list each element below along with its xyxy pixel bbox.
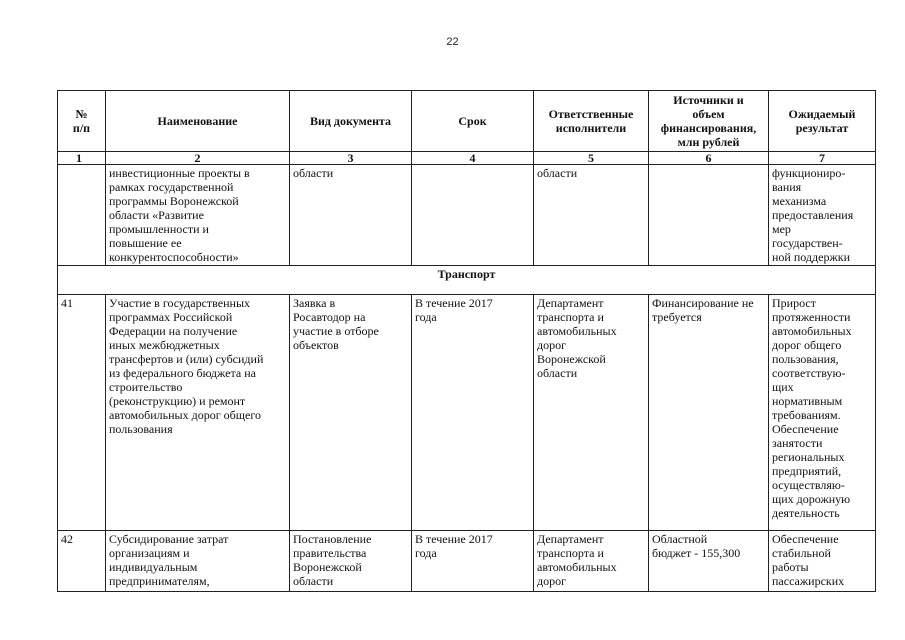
- header-num: № п/п: [58, 91, 106, 152]
- column-number-row: [58, 152, 876, 165]
- header-row: [58, 91, 876, 152]
- cell-term: [412, 165, 534, 266]
- cell-name: Участие в государственных программах Российской Федерации на получение иных межбюджетных трансфертов и (или) субсидий из федерального бюджета на строительство (реконструкцию) и ремонт автомобильных дорог общего пользования: [106, 295, 290, 531]
- header-name: Наименование: [106, 91, 290, 152]
- column-number: 3: [290, 152, 412, 165]
- cell-result: Обеспечение стабильной работы пассажирских: [769, 531, 876, 592]
- cell-name: инвестиционные проекты в рамках государственной программы Воронежской области «Развитие промышленности и повышение ее конкурентоспособности»: [106, 165, 290, 266]
- column-number: 2: [106, 152, 290, 165]
- header-term: Срок: [412, 91, 534, 152]
- header-result: Ожидаемый результат: [769, 91, 876, 152]
- page-number: 22: [446, 36, 459, 48]
- cell-financing: Областной бюджет - 155,300: [649, 531, 769, 592]
- cell-doc-type: Постановление правительства Воронежской области: [290, 531, 412, 592]
- column-number: 7: [769, 152, 876, 165]
- cell-responsible: области: [534, 165, 649, 266]
- cell-num: 42: [58, 531, 106, 592]
- cell-result: функциониро- вания механизма предоставления мер государствен- ной поддержки: [769, 165, 876, 266]
- table-row: [58, 531, 876, 592]
- cell-financing: [649, 165, 769, 266]
- cell-result: Прирост протяженности автомобильных дорог общего пользования, соответствую- щих нормативным требованиям. Обеспечение занятости региональных предприятий, осуществляю- щих дорожную деятельность: [769, 295, 876, 531]
- header-responsible: Ответственные исполнители: [534, 91, 649, 152]
- cell-doc-type: Заявка в Росавтодор на участие в отборе объектов: [290, 295, 412, 531]
- section-row: [58, 266, 876, 295]
- cell-responsible: Департамент транспорта и автомобильных дорог Воронежской области: [534, 295, 649, 531]
- cell-term: В течение 2017 года: [412, 295, 534, 531]
- cell-num: 41: [58, 295, 106, 531]
- cell-responsible: Департамент транспорта и автомобильных дорог: [534, 531, 649, 592]
- cell-name: Субсидирование затрат организациям и индивидуальным предпринимателям,: [106, 531, 290, 592]
- section-title: Транспорт: [58, 266, 876, 295]
- cell-doc-type: области: [290, 165, 412, 266]
- cell-term: В течение 2017 года: [412, 531, 534, 592]
- plan-table: [57, 90, 876, 592]
- table-row: [58, 165, 876, 266]
- header-financing: Источники и объем финансирования, млн рублей: [649, 91, 769, 152]
- table-row: [58, 295, 876, 531]
- cell-financing: Финансирование не требуется: [649, 295, 769, 531]
- header-doc-type: Вид документа: [290, 91, 412, 152]
- column-number: 6: [649, 152, 769, 165]
- column-number: 1: [58, 152, 106, 165]
- column-number: 4: [412, 152, 534, 165]
- column-number: 5: [534, 152, 649, 165]
- cell-num: [58, 165, 106, 266]
